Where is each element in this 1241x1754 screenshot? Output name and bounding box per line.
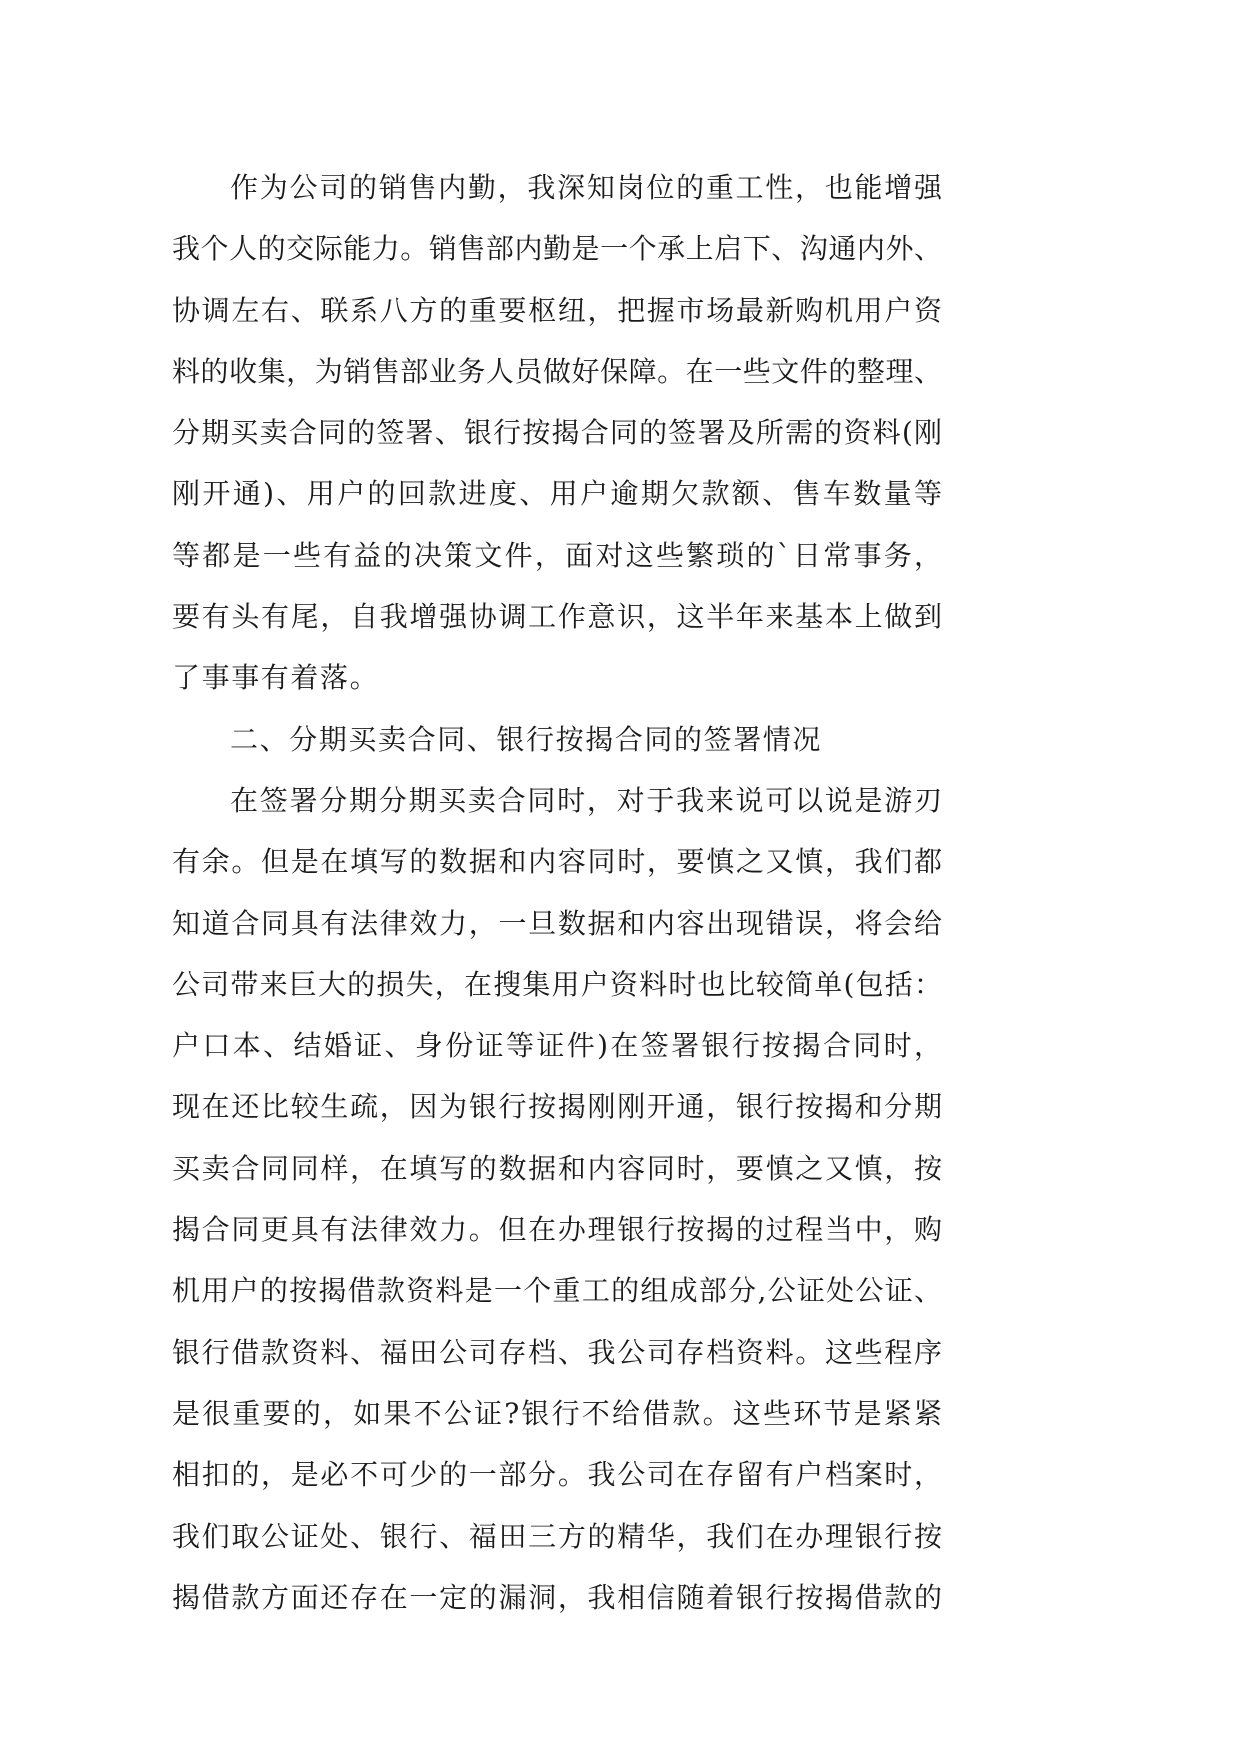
text-line: 要有头有尾，自我增强协调工作意识，这半年来基本上做到 <box>172 600 942 634</box>
text-line: 我们取公证处、银行、福田三方的精华，我们在办理银行按 <box>172 1519 942 1553</box>
text-line: 公司带来巨大的损失，在搜集用户资料时也比较简单(包括： <box>172 967 942 1001</box>
text-line: 协调左右、联系八方的重要枢纽，把握市场最新购机用户资 <box>172 293 942 327</box>
text-line: 等都是一些有益的决策文件，面对这些繁琐的`日常事务， <box>172 538 942 572</box>
paragraph <box>172 157 942 709</box>
text-line: 在签署分期分期买卖合同时，对于我来说可以说是游刃 <box>230 783 942 817</box>
text-line: 现在还比较生疏，因为银行按揭刚刚开通，银行按揭和分期 <box>172 1090 942 1124</box>
paragraph <box>172 770 942 1628</box>
text-line: 是很重要的，如果不公证?银行不给借款。这些环节是紧紧 <box>172 1396 942 1430</box>
text-line: 户口本、结婚证、身份证等证件)在签署银行按揭合同时， <box>172 1029 942 1063</box>
text-line: 机用户的按揭借款资料是一个重工的组成部分,公证处公证、 <box>172 1274 942 1308</box>
text-line: 相扣的，是必不可少的一部分。我公司在存留有户档案时， <box>172 1458 942 1492</box>
text-line: 揭借款方面还存在一定的漏洞，我相信随着银行按揭借款的 <box>172 1580 942 1614</box>
text-line: 料的收集，为销售部业务人员做好保障。在一些文件的整理、 <box>172 354 942 388</box>
text-line: 有余。但是在填写的数据和内容同时，要慎之又慎，我们都 <box>172 845 942 879</box>
text-line: 我个人的交际能力。销售部内勤是一个承上启下、沟通内外、 <box>172 232 942 266</box>
text-line: 揭合同更具有法律效力。但在办理银行按揭的过程当中，购 <box>172 1213 942 1247</box>
text-line: 分期买卖合同的签署、银行按揭合同的签署及所需的资料(刚 <box>172 416 942 450</box>
section-heading <box>172 709 942 770</box>
text-line: 二、分期买卖合同、银行按揭合同的签署情况 <box>230 722 823 756</box>
text-line: 了事事有着落。 <box>172 661 380 695</box>
text-line: 买卖合同同样，在填写的数据和内容同时，要慎之又慎，按 <box>172 1151 942 1185</box>
text-line: 刚开通)、用户的回款进度、用户逾期欠款额、售车数量等 <box>172 477 942 511</box>
document-body <box>172 157 942 1628</box>
text-line: 知道合同具有法律效力，一旦数据和内容出现错误，将会给 <box>172 906 942 940</box>
text-line: 银行借款资料、福田公司存档、我公司存档资料。这些程序 <box>172 1335 942 1369</box>
text-line: 作为公司的销售内勤，我深知岗位的重工性，也能增强 <box>230 171 942 204</box>
